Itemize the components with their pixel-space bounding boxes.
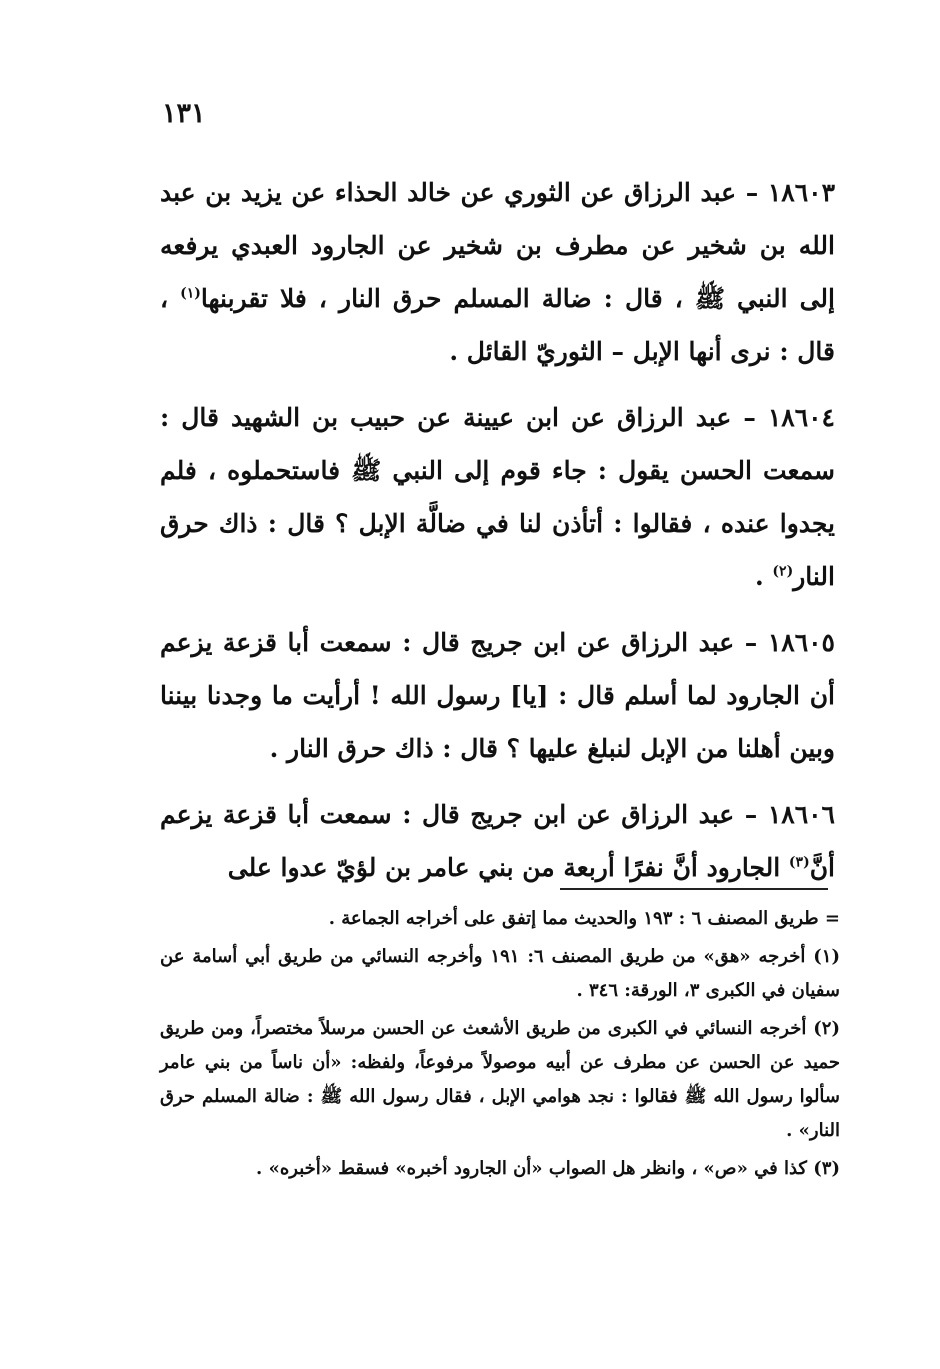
footnote-text: كذا في «ص» ، وانظر هل الصواب «أن الجارود أخبره» فسقط «أخبره» . xyxy=(256,1158,807,1179)
hadith-body: عبد الرزاق عن ابن جريج قال : سمعت أبا قزعة يزعم أنَّ xyxy=(160,800,835,882)
footnote-1 xyxy=(160,940,840,1008)
hadith-dash: – xyxy=(744,628,758,657)
hadith-body-continued: الجارود أنَّ نفرًا أربعة من بني عامر بن لؤيّ عدوا على xyxy=(227,853,781,882)
hadith-18606 xyxy=(160,788,835,894)
hadith-number: ١٨٦٠٦ xyxy=(767,800,835,829)
hadith-dash: – xyxy=(743,403,756,432)
hadith-body-continued: ، قال : نرى أنها الإبل – الثوريّ القائل . xyxy=(160,284,835,366)
hadith-body: عبد الرزاق عن ابن جريج قال : سمعت أبا قزعة يزعم أن الجارود لما أسلم قال : [يا] رسول الله ! أرأيت ما وجدنا بيننا وبين أهلنا من الإبل لنبلغ عليها ؟ قال : ذاك حرق النار . xyxy=(160,628,835,763)
hadith-body: عبد الرزاق عن الثوري عن خالد الحذاء عن يزيد بن عبد الله بن شخير عن مطرف بن شخير عن الجارود العبدي يرفعه إلى النبي ﷺ ، قال : ضالة المسلم حرق النار ، فلا تقربنها xyxy=(160,178,835,313)
footnote-ref: (٢) xyxy=(772,563,794,580)
hadith-number: ١٨٦٠٥ xyxy=(767,628,835,657)
hadith-number: ١٨٦٠٣ xyxy=(767,178,835,207)
hadith-text-body xyxy=(160,166,835,894)
hadith-18604 xyxy=(160,391,835,603)
footnote-marker: (٢) xyxy=(813,1018,840,1039)
footnote-text: أخرجه النسائي في الكبرى من طريق الأشعث عن الحسن مرسلاً مختصراً، ومن طريق حميد عن الحسن عن مطرف عن أبيه موصولاً مرفوعاً، ولفظه: «أن ناساً من بني عامر سألوا رسول الله ﷺ فقالوا : نجد هوامي الإبل ، فقال رسول الله ﷺ : ضالة المسلم حرق النار» . xyxy=(160,1018,840,1141)
footnotes xyxy=(160,902,840,1190)
footnote-continuation xyxy=(160,902,840,936)
footnote-separator xyxy=(560,888,828,890)
hadith-18605 xyxy=(160,616,835,775)
hadith-body-continued: . xyxy=(754,562,764,591)
footnote-2 xyxy=(160,1012,840,1148)
hadith-number: ١٨٦٠٤ xyxy=(767,403,835,432)
footnote-ref: (١) xyxy=(180,285,201,302)
footnote-text: أخرجه «هق» من طريق المصنف ٦: ١٩١ وأخرجه النسائي من طريق أبي أسامة عن سفيان في الكبرى ٣، الورقة: ٣٤٦ . xyxy=(160,946,840,1001)
hadith-body: عبد الرزاق عن ابن عيينة عن حبيب بن الشهيد قال : سمعت الحسن يقول : جاء قوم إلى النبي ﷺ فاستحملوه ، فلم يجدوا عنده ، فقالوا : أتأذن لنا في ضالَّة الإبل ؟ قال : ذاك حرق النار xyxy=(160,403,835,591)
hadith-dash: – xyxy=(744,800,758,829)
footnote-marker: = xyxy=(824,908,840,929)
footnote-ref: (٣) xyxy=(788,854,810,871)
hadith-dash: – xyxy=(745,178,759,207)
page-number: ١٣١ xyxy=(162,98,206,129)
footnote-text: طريق المصنف ٦ : ١٩٣ والحديث مما إتفق على أخراجه الجماعة . xyxy=(328,908,819,929)
footnote-marker: (١) xyxy=(813,946,840,967)
hadith-18603 xyxy=(160,166,835,378)
footnote-marker: (٣) xyxy=(813,1158,840,1179)
footnote-3 xyxy=(160,1152,840,1186)
